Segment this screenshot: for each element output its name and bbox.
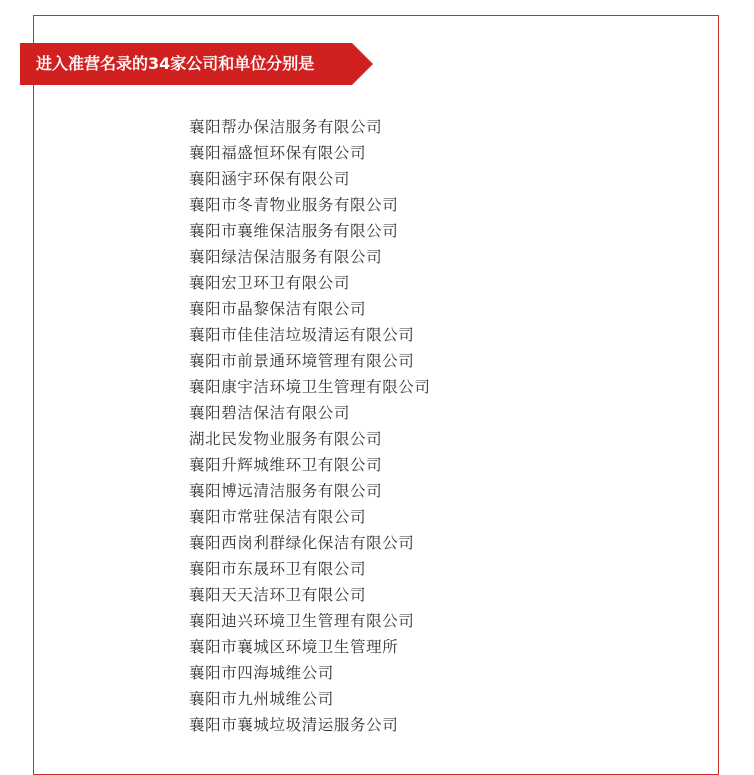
list-item: 襄阳市襄城垃圾清运服务公司 [189, 716, 399, 734]
list-item: 襄阳宏卫环卫有限公司 [189, 274, 351, 292]
list-item: 襄阳福盛恒环保有限公司 [189, 144, 367, 162]
list-item: 襄阳市襄维保洁服务有限公司 [189, 222, 399, 240]
list-item: 襄阳帮办保洁服务有限公司 [189, 118, 383, 136]
list-item: 襄阳市九州城维公司 [189, 690, 334, 708]
list-item: 襄阳绿洁保洁服务有限公司 [189, 248, 383, 266]
list-item: 襄阳市佳佳洁垃圾清运有限公司 [189, 326, 415, 344]
list-item: 襄阳西岗利群绿化保洁有限公司 [189, 534, 415, 552]
list-item: 襄阳天天洁环卫有限公司 [189, 586, 367, 604]
list-item: 襄阳市前景通环境管理有限公司 [189, 352, 415, 370]
list-item: 湖北民发物业服务有限公司 [189, 430, 383, 448]
list-item: 襄阳市常驻保洁有限公司 [189, 508, 367, 526]
list-item: 襄阳升辉城维环卫有限公司 [189, 456, 383, 474]
list-item: 襄阳康宇洁环境卫生管理有限公司 [189, 378, 431, 396]
list-item: 襄阳市四海城维公司 [189, 664, 334, 682]
list-item: 襄阳博远清洁服务有限公司 [189, 482, 383, 500]
list-item: 襄阳迪兴环境卫生管理有限公司 [189, 612, 415, 630]
list-item: 襄阳市东晟环卫有限公司 [189, 560, 367, 578]
list-item: 襄阳市襄城区环境卫生管理所 [189, 638, 399, 656]
list-item: 襄阳市晶黎保洁有限公司 [189, 300, 367, 318]
section-heading: 进入准营名录的34家公司和单位分别是 [36, 54, 315, 73]
section-heading-banner [20, 43, 373, 85]
list-item: 襄阳碧洁保洁有限公司 [189, 404, 351, 422]
company-list [189, 114, 431, 738]
list-item: 襄阳涵宇环保有限公司 [189, 170, 351, 188]
list-item: 襄阳市冬青物业服务有限公司 [189, 196, 399, 214]
